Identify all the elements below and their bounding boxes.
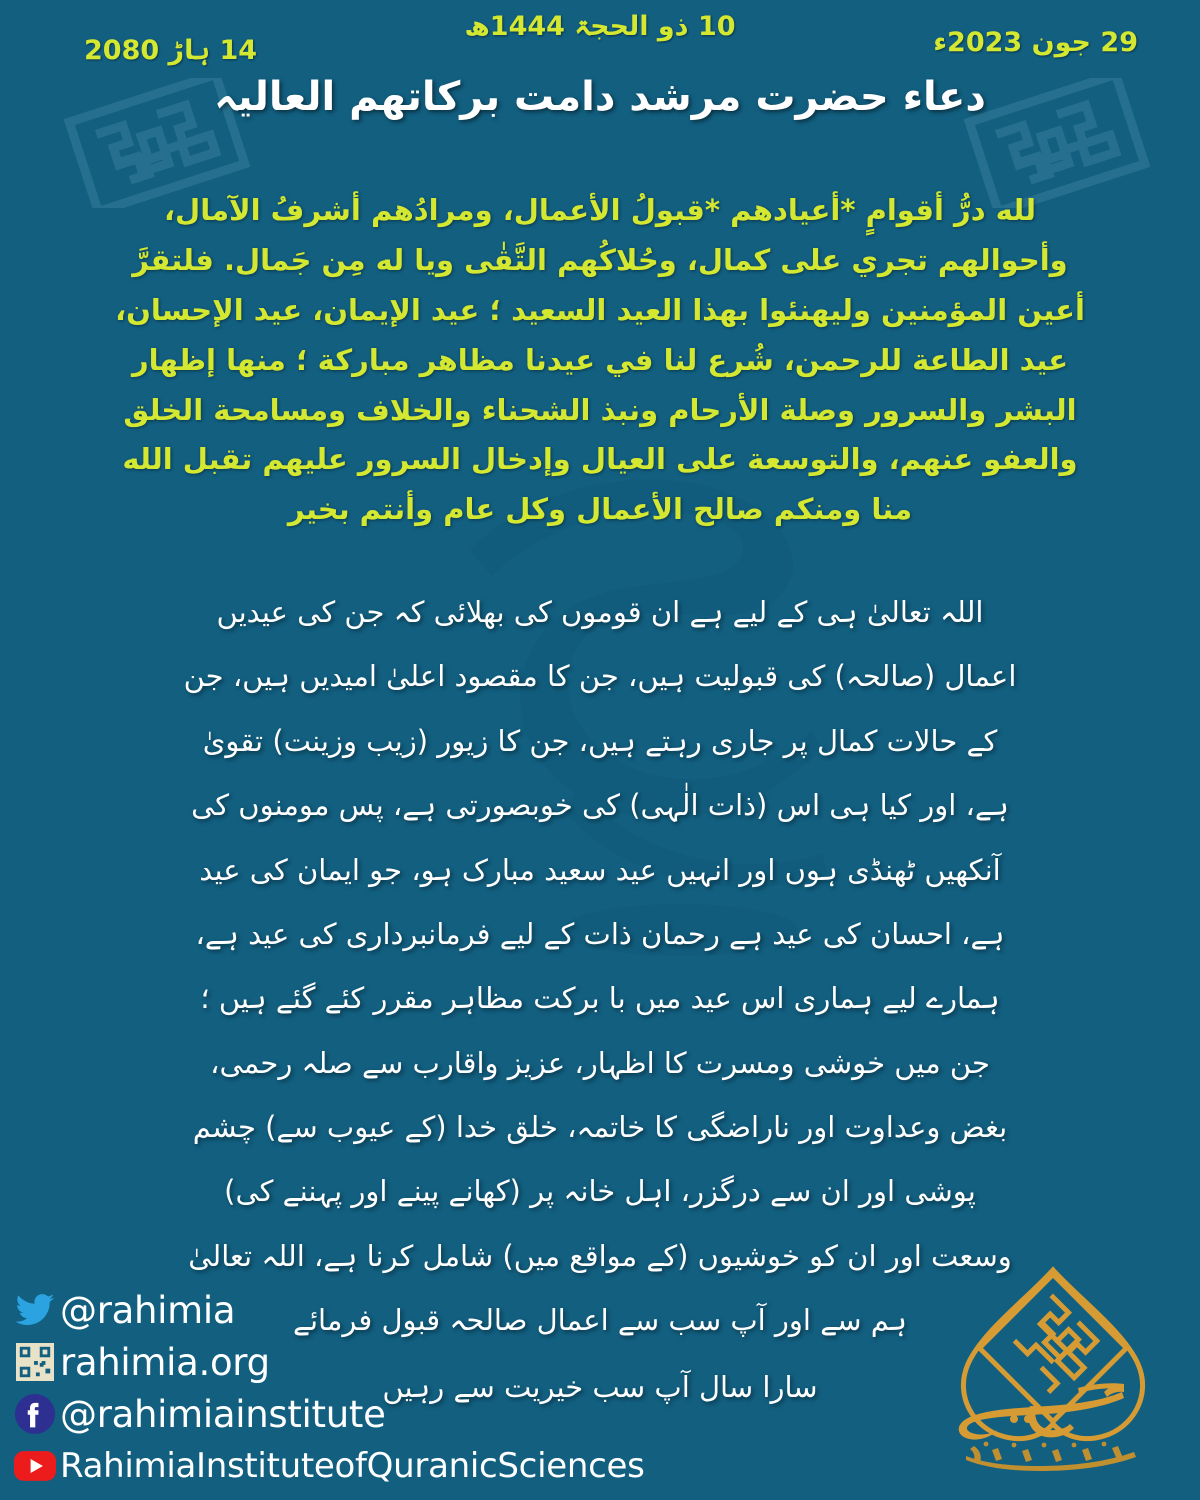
urdu-translation-body: اللہ تعالیٰ ہی کے لیے ہے ان قوموں کی بھلائی کہ جن کی عیدیں اعمال (صالحہ) کی قبولیت ہیں، جن کا مقصود اعلیٰ امیدیں ہیں، جن کے حالات کمال پر جاری رہتے ہیں، جن کا زیور (زیب وزینت) تقویٰ ہے، اور کیا ہی اس (ذات الٰہی) کی خوبصورتی ہے، پس مومنوں کی آنکھیں ٹھنڈی ہوں اور انہیں عید سعید مبارک ہو، جو ایمان کی عید ہے، احسان کی عید ہے رحمان ذات کے لیے فرمانبرداری کی عید ہے، ہمارے لیے ہماری اس عید میں با برکت مظاہر مقرر کئے گئے ہیں ؛ جن میں خوشی ومسرت کا اظہار، عزیز واقارب سے صلہ رحمی، بغض وعداوت اور ناراضگی کا خاتمہ، خلق خدا (کے عیوب سے) چشم پوشی اور ان سے درگزر، اہل خانہ پر (کھانے پینے اور پہننے کی) وسعت اور ان کو خوشیوں (کے مواقع میں) شامل کرنا ہے، اللہ تعالیٰ ہم سے اور آپ سب سے اعمال صالحہ قبول فرمائے: [183, 595, 1017, 1338]
arabic-dua-text: لله درُّ أقوامٍ *أعيادهم *قبولُ الأعمال، ومرادُهم أشرفُ الآمال، وأحوالهم تجري على كمال، وحُلاكُهم التَّقٰى ويا له مِن جَمال. فلتقرَّ أعين المؤمنين وليهنئوا بهذا العيد السعيد ؛ عيد الإيمان، عيد الإحسان، عيد الطاعة للرحمن، شُرع لنا في عيدنا مظاهر مباركة ؛ منها إظهار البشر والسرور وصلة الأرحام ونبذ الشحناء والخلاف ومسامحة الخلق والعفو عنهم، والتوسعة على العيال وإدخال السرور عليهم تقبل الله منا ومنكم صالح الأعمال وكل عام وأنتم بخير: [115, 193, 1085, 527]
social-label-facebook: @rahimiainstitute: [60, 1392, 386, 1436]
youtube-icon: [14, 1445, 56, 1487]
rahimia-logo: [928, 1256, 1178, 1486]
date-bikrami: 14 ہاڑ 2080: [84, 35, 258, 66]
social-link-facebook[interactable]: [14, 1388, 674, 1440]
social-links: [14, 1284, 674, 1492]
social-link-youtube[interactable]: [14, 1440, 674, 1492]
date-hijri: 10 ذو الحجۃ 1444ھ: [464, 11, 736, 42]
page-title: دعاء حضرت مرشد دامت بركاتهم العالیہ: [214, 74, 986, 120]
urdu-closing-line: سارا سال آپ سب خیریت سے رہیں: [382, 1369, 818, 1404]
social-link-website[interactable]: [14, 1336, 674, 1388]
social-label-twitter: @rahimia: [60, 1288, 236, 1332]
social-label-website: rahimia.org: [60, 1340, 270, 1384]
social-label-youtube: RahimiaInstituteofQuranicSciences: [60, 1446, 645, 1486]
facebook-icon: [14, 1393, 56, 1435]
social-link-twitter[interactable]: [14, 1284, 674, 1336]
twitter-icon: [14, 1289, 56, 1331]
date-gregorian: 29 جون 2023ء: [933, 27, 1138, 58]
qr-code-icon: [14, 1341, 56, 1383]
